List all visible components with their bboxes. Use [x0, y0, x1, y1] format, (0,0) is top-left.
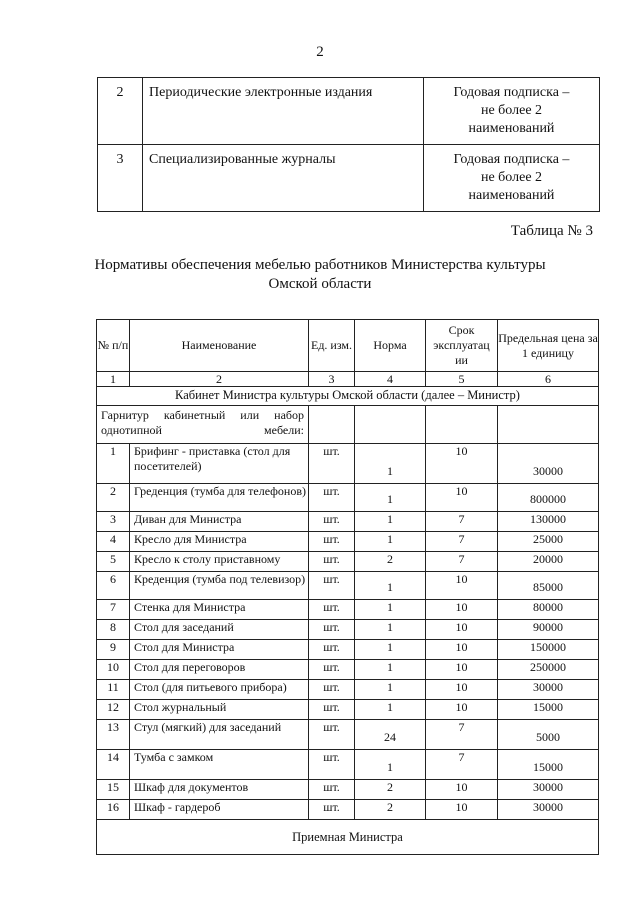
row-norm: 2	[355, 780, 426, 800]
index-row	[97, 372, 599, 387]
row-term: 10	[426, 680, 498, 700]
row-unit: шт.	[309, 660, 355, 680]
value-line: не более 2	[480, 103, 543, 118]
table-row	[98, 145, 600, 212]
row-unit: шт.	[309, 444, 355, 484]
row-unit: шт.	[309, 572, 355, 600]
header-name: Наименование	[130, 320, 309, 372]
row-unit: шт.	[309, 484, 355, 512]
row-term: 7	[426, 512, 498, 532]
row-norm: 2	[355, 800, 426, 820]
row-norm: 1	[355, 572, 426, 600]
row-norm: 1	[355, 680, 426, 700]
value-line: наименований	[468, 121, 555, 136]
row-term: 10	[426, 600, 498, 620]
row-name: Стол для заседаний	[130, 620, 309, 640]
row-price: 20000	[498, 552, 599, 572]
group-label: Гарнитур кабинетный или набор однотипной мебели:	[97, 406, 309, 444]
document-title	[0, 256, 640, 294]
row-unit: шт.	[309, 720, 355, 750]
row-price: 85000	[498, 572, 599, 600]
row-price: 15000	[498, 750, 599, 780]
row-term: 7	[426, 720, 498, 750]
section-title: Приемная Министра	[97, 820, 599, 855]
row-term: 10	[426, 780, 498, 800]
table-row	[97, 750, 599, 780]
header-row	[97, 320, 599, 372]
row-term: 10	[426, 660, 498, 680]
row-name: Греденция (тумба для телефонов)	[130, 484, 309, 512]
row-norm: 1	[355, 532, 426, 552]
row-value	[424, 145, 600, 212]
header-term: Срок эксплуатац ии	[426, 320, 498, 372]
row-norm: 1	[355, 640, 426, 660]
section-row	[97, 820, 599, 855]
table-body	[97, 444, 599, 820]
section-row	[97, 387, 599, 406]
table-row	[97, 660, 599, 680]
row-norm: 1	[355, 512, 426, 532]
row-price: 80000	[498, 600, 599, 620]
row-name: Брифинг - приставка (стол для посетителей)	[130, 444, 309, 484]
row-number: 16	[97, 800, 130, 820]
row-number: 10	[97, 660, 130, 680]
row-unit: шт.	[309, 780, 355, 800]
row-name: Шкаф для документов	[130, 780, 309, 800]
row-norm: 1	[355, 660, 426, 680]
value-line: Годовая подписка –	[453, 152, 570, 167]
row-value	[424, 78, 600, 145]
table-row	[97, 620, 599, 640]
row-price: 130000	[498, 512, 599, 532]
row-number: 5	[97, 552, 130, 572]
row-term: 10	[426, 444, 498, 484]
title-line: Омской области	[268, 276, 372, 292]
row-name: Шкаф - гардероб	[130, 800, 309, 820]
row-price: 25000	[498, 532, 599, 552]
row-name: Диван для Министра	[130, 512, 309, 532]
row-name: Специализированные журналы	[143, 145, 424, 212]
row-term: 7	[426, 532, 498, 552]
row-unit: шт.	[309, 680, 355, 700]
row-number: 12	[97, 700, 130, 720]
row-name: Креденция (тумба под телевизор)	[130, 572, 309, 600]
row-norm: 1	[355, 444, 426, 484]
row-unit: шт.	[309, 750, 355, 780]
row-number: 9	[97, 640, 130, 660]
row-norm: 2	[355, 552, 426, 572]
row-unit: шт.	[309, 700, 355, 720]
row-name: Тумба с замком	[130, 750, 309, 780]
section-title: Кабинет Министра культуры Омской области (далее – Министр)	[97, 387, 599, 406]
table-row	[97, 640, 599, 660]
table-row	[97, 700, 599, 720]
row-price: 30000	[498, 680, 599, 700]
row-price: 5000	[498, 720, 599, 750]
row-norm: 1	[355, 700, 426, 720]
row-name: Стул (мягкий) для заседаний	[130, 720, 309, 750]
table-row	[97, 444, 599, 484]
row-unit: шт.	[309, 532, 355, 552]
row-term: 10	[426, 572, 498, 600]
row-number: 2	[98, 78, 143, 145]
row-number: 11	[97, 680, 130, 700]
index-cell: 5	[426, 372, 498, 387]
index-cell: 1	[97, 372, 130, 387]
row-unit: шт.	[309, 600, 355, 620]
table-row	[97, 572, 599, 600]
row-term: 10	[426, 484, 498, 512]
row-name: Стол журнальный	[130, 700, 309, 720]
empty-cell	[355, 406, 426, 444]
furniture-norms-table	[96, 319, 599, 855]
title-line: Нормативы обеспечения мебелью работников Министерства культуры	[94, 257, 546, 273]
row-number: 3	[98, 145, 143, 212]
row-number: 6	[97, 572, 130, 600]
row-unit: шт.	[309, 512, 355, 532]
header-unit: Ед. изм.	[309, 320, 355, 372]
header-price: Предельная цена за 1 единицу	[498, 320, 599, 372]
row-name: Кресло для Министра	[130, 532, 309, 552]
row-number: 3	[97, 512, 130, 532]
row-unit: шт.	[309, 800, 355, 820]
row-price: 150000	[498, 640, 599, 660]
row-number: 4	[97, 532, 130, 552]
table-row	[97, 600, 599, 620]
empty-cell	[498, 406, 599, 444]
table-row	[97, 532, 599, 552]
row-name: Периодические электронные издания	[143, 78, 424, 145]
row-name: Стол (для питьевого прибора)	[130, 680, 309, 700]
empty-cell	[309, 406, 355, 444]
row-price: 30000	[498, 780, 599, 800]
table-row	[97, 680, 599, 700]
row-price: 15000	[498, 700, 599, 720]
row-number: 2	[97, 484, 130, 512]
empty-cell	[426, 406, 498, 444]
header-num: № п/п	[97, 320, 130, 372]
group-row	[97, 406, 599, 444]
row-norm: 1	[355, 620, 426, 640]
value-line: наименований	[468, 188, 555, 203]
header-norm: Норма	[355, 320, 426, 372]
row-name: Стол для Министра	[130, 640, 309, 660]
table-row	[98, 78, 600, 145]
row-price: 250000	[498, 660, 599, 680]
row-unit: шт.	[309, 552, 355, 572]
row-term: 10	[426, 700, 498, 720]
row-name: Стол для переговоров	[130, 660, 309, 680]
row-name: Кресло к столу приставному	[130, 552, 309, 572]
table-row	[97, 800, 599, 820]
row-unit: шт.	[309, 640, 355, 660]
row-name: Стенка для Министра	[130, 600, 309, 620]
row-number: 14	[97, 750, 130, 780]
table-row	[97, 780, 599, 800]
row-norm: 24	[355, 720, 426, 750]
row-number: 13	[97, 720, 130, 750]
row-term: 10	[426, 800, 498, 820]
table-row	[97, 484, 599, 512]
row-norm: 1	[355, 484, 426, 512]
row-number: 1	[97, 444, 130, 484]
row-norm: 1	[355, 750, 426, 780]
table-row	[97, 720, 599, 750]
index-cell: 2	[130, 372, 309, 387]
index-cell: 6	[498, 372, 599, 387]
index-cell: 4	[355, 372, 426, 387]
row-term: 7	[426, 552, 498, 572]
row-price: 90000	[498, 620, 599, 640]
table-row	[97, 512, 599, 532]
row-term: 7	[426, 750, 498, 780]
index-cell: 3	[309, 372, 355, 387]
subscriptions-table	[97, 77, 600, 212]
value-line: не более 2	[480, 170, 543, 185]
row-number: 15	[97, 780, 130, 800]
table-label: Таблица № 3	[510, 223, 593, 239]
row-term: 10	[426, 640, 498, 660]
row-term: 10	[426, 620, 498, 640]
row-number: 7	[97, 600, 130, 620]
value-line: Годовая подписка –	[453, 85, 570, 100]
table-row	[97, 552, 599, 572]
row-price: 30000	[498, 800, 599, 820]
row-price: 800000	[498, 484, 599, 512]
row-norm: 1	[355, 600, 426, 620]
row-number: 8	[97, 620, 130, 640]
page-number: 2	[316, 44, 324, 60]
row-unit: шт.	[309, 620, 355, 640]
row-price: 30000	[498, 444, 599, 484]
